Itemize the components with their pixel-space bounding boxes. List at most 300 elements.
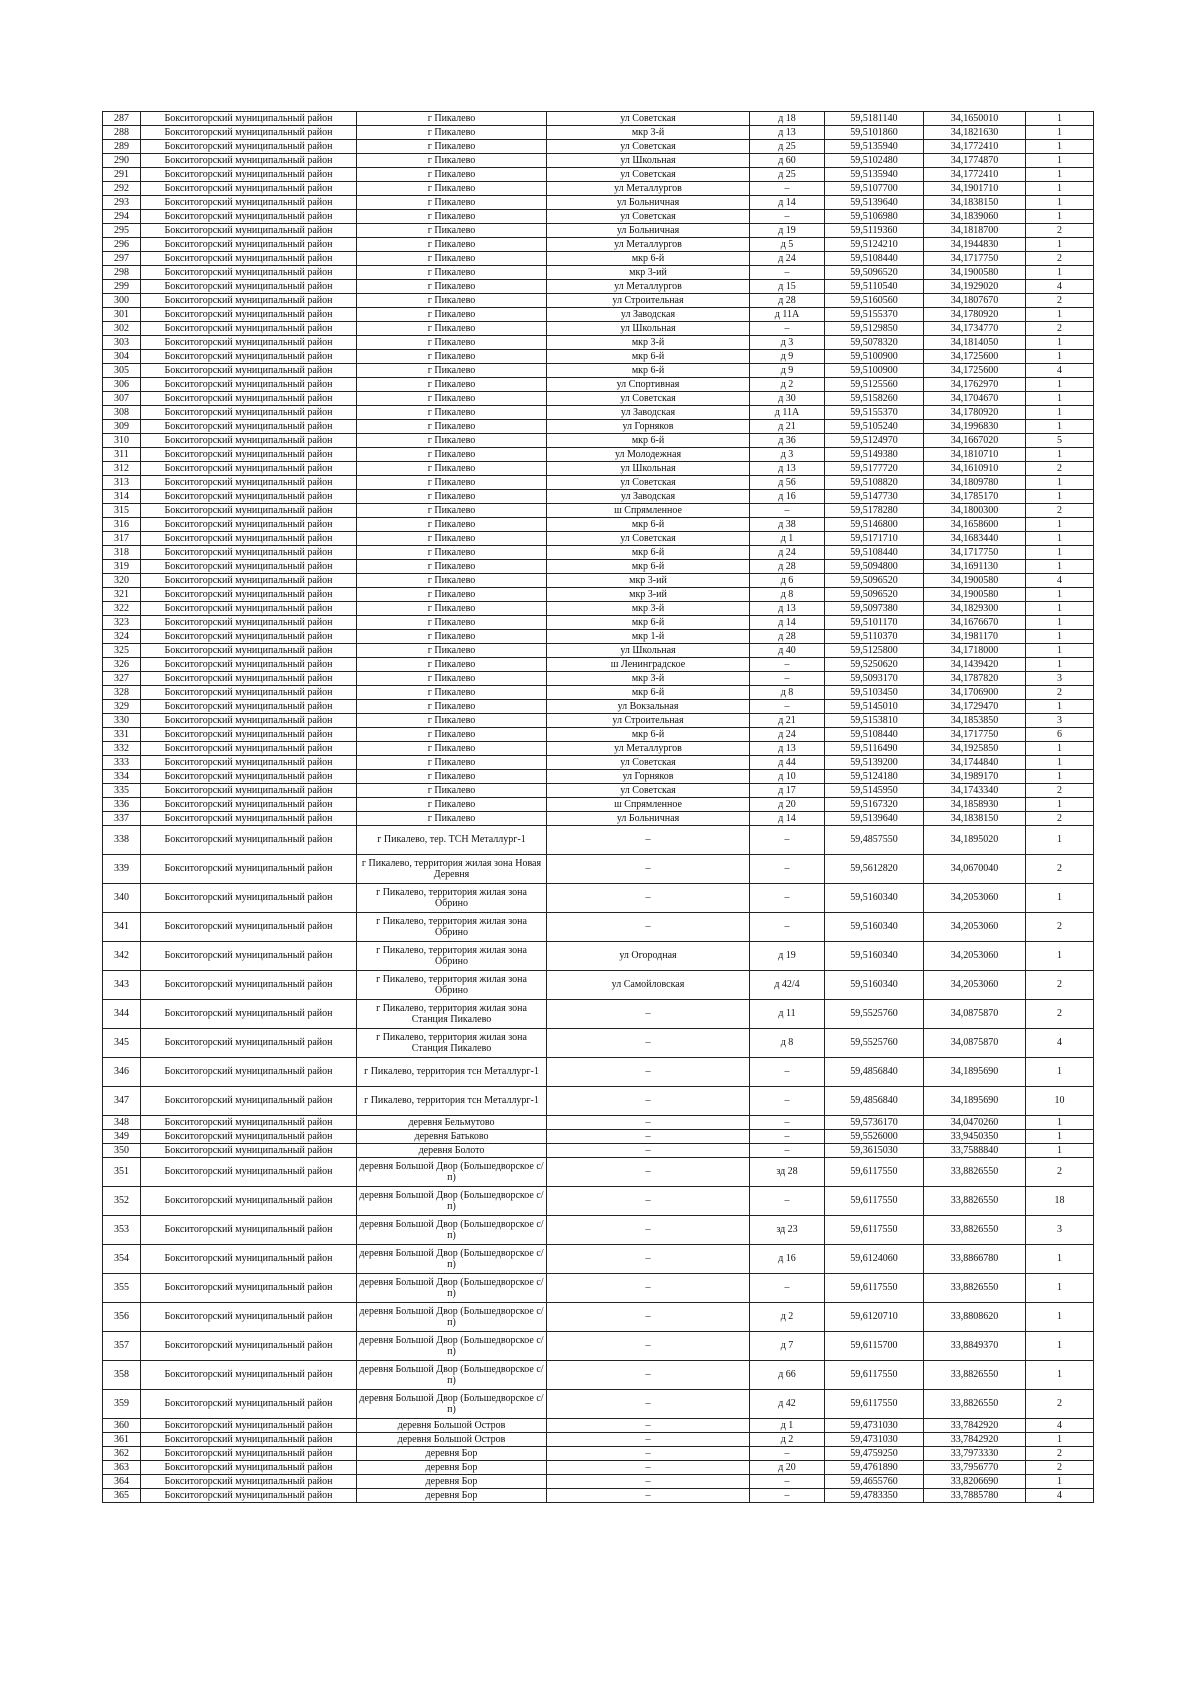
- row-number-cell: 318: [103, 546, 141, 560]
- district-cell: Бокситогорский муниципальный район: [141, 1216, 357, 1245]
- longitude-cell: 34,1996830: [924, 420, 1026, 434]
- street-cell: ш Ленинградское: [547, 658, 750, 672]
- row-number-cell: 349: [103, 1130, 141, 1144]
- table-row: [103, 280, 1094, 294]
- count-cell: 1: [1026, 742, 1094, 756]
- row-number-cell: 288: [103, 126, 141, 140]
- table-row: [103, 1029, 1094, 1058]
- count-cell: 2: [1026, 1000, 1094, 1029]
- district-cell: Бокситогорский муниципальный район: [141, 756, 357, 770]
- district-cell: Бокситогорский муниципальный район: [141, 532, 357, 546]
- table-row: [103, 1332, 1094, 1361]
- street-cell: ул Горняков: [547, 770, 750, 784]
- row-number-cell: 354: [103, 1245, 141, 1274]
- street-cell: мкр 3-ий: [547, 574, 750, 588]
- settlement-cell: г Пикалево: [357, 574, 547, 588]
- count-cell: 3: [1026, 1216, 1094, 1245]
- row-number-cell: 292: [103, 182, 141, 196]
- street-cell: –: [547, 1116, 750, 1130]
- longitude-cell: 34,1439420: [924, 658, 1026, 672]
- district-cell: Бокситогорский муниципальный район: [141, 504, 357, 518]
- district-cell: Бокситогорский муниципальный район: [141, 294, 357, 308]
- latitude-cell: 59,5250620: [825, 658, 924, 672]
- latitude-cell: 59,5124970: [825, 434, 924, 448]
- latitude-cell: 59,5135940: [825, 140, 924, 154]
- row-number-cell: 350: [103, 1144, 141, 1158]
- house-cell: д 2: [750, 1303, 825, 1332]
- longitude-cell: 33,7588840: [924, 1144, 1026, 1158]
- house-cell: д 40: [750, 644, 825, 658]
- house-cell: –: [750, 210, 825, 224]
- table-row: [103, 1245, 1094, 1274]
- latitude-cell: 59,5102480: [825, 154, 924, 168]
- district-cell: Бокситогорский муниципальный район: [141, 1245, 357, 1274]
- row-number-cell: 301: [103, 308, 141, 322]
- latitude-cell: 59,5124180: [825, 770, 924, 784]
- house-cell: д 1: [750, 1419, 825, 1433]
- house-cell: д 24: [750, 252, 825, 266]
- house-cell: –: [750, 855, 825, 884]
- latitude-cell: 59,5153810: [825, 714, 924, 728]
- settlement-cell: г Пикалево: [357, 546, 547, 560]
- table-row: [103, 784, 1094, 798]
- count-cell: 2: [1026, 252, 1094, 266]
- latitude-cell: 59,6120710: [825, 1303, 924, 1332]
- street-cell: –: [547, 913, 750, 942]
- count-cell: 2: [1026, 913, 1094, 942]
- latitude-cell: 59,5096520: [825, 574, 924, 588]
- street-cell: мкр 6-й: [547, 518, 750, 532]
- row-number-cell: 294: [103, 210, 141, 224]
- street-cell: ул Заводская: [547, 490, 750, 504]
- latitude-cell: 59,5124210: [825, 238, 924, 252]
- street-cell: –: [547, 1390, 750, 1419]
- latitude-cell: 59,5160340: [825, 884, 924, 913]
- table-row: [103, 196, 1094, 210]
- count-cell: 1: [1026, 1332, 1094, 1361]
- table-row: [103, 224, 1094, 238]
- count-cell: 1: [1026, 1433, 1094, 1447]
- row-number-cell: 302: [103, 322, 141, 336]
- street-cell: ул Строительная: [547, 714, 750, 728]
- house-cell: д 5: [750, 238, 825, 252]
- settlement-cell: деревня Большой Остров: [357, 1433, 547, 1447]
- latitude-cell: 59,4731030: [825, 1419, 924, 1433]
- house-cell: д 8: [750, 588, 825, 602]
- row-number-cell: 358: [103, 1361, 141, 1390]
- settlement-cell: деревня Бор: [357, 1461, 547, 1475]
- settlement-cell: деревня Большой Двор (Большедворское с/п): [357, 1274, 547, 1303]
- longitude-cell: 33,7956770: [924, 1461, 1026, 1475]
- longitude-cell: 34,1785170: [924, 490, 1026, 504]
- row-number-cell: 357: [103, 1332, 141, 1361]
- row-number-cell: 321: [103, 588, 141, 602]
- longitude-cell: 34,1900580: [924, 588, 1026, 602]
- settlement-cell: г Пикалево: [357, 112, 547, 126]
- table-row: [103, 308, 1094, 322]
- longitude-cell: 34,1667020: [924, 434, 1026, 448]
- settlement-cell: г Пикалево: [357, 308, 547, 322]
- district-cell: Бокситогорский муниципальный район: [141, 1303, 357, 1332]
- house-cell: –: [750, 658, 825, 672]
- settlement-cell: г Пикалево, территория жилая зона Обрино: [357, 942, 547, 971]
- street-cell: –: [547, 1489, 750, 1503]
- settlement-cell: г Пикалево: [357, 266, 547, 280]
- count-cell: 4: [1026, 1029, 1094, 1058]
- longitude-cell: 34,1944830: [924, 238, 1026, 252]
- house-cell: д 24: [750, 546, 825, 560]
- street-cell: ул Школьная: [547, 322, 750, 336]
- latitude-cell: 59,6117550: [825, 1187, 924, 1216]
- latitude-cell: 59,5110370: [825, 630, 924, 644]
- latitude-cell: 59,5155370: [825, 406, 924, 420]
- house-cell: д 14: [750, 812, 825, 826]
- longitude-cell: 33,7885780: [924, 1489, 1026, 1503]
- latitude-cell: 59,5096520: [825, 266, 924, 280]
- district-cell: Бокситогорский муниципальный район: [141, 1144, 357, 1158]
- row-number-cell: 296: [103, 238, 141, 252]
- count-cell: 1: [1026, 1245, 1094, 1274]
- street-cell: –: [547, 1058, 750, 1087]
- table-row: [103, 1390, 1094, 1419]
- row-number-cell: 335: [103, 784, 141, 798]
- row-number-cell: 306: [103, 378, 141, 392]
- settlement-cell: г Пикалево: [357, 476, 547, 490]
- count-cell: 1: [1026, 420, 1094, 434]
- district-cell: Бокситогорский муниципальный район: [141, 798, 357, 812]
- district-cell: Бокситогорский муниципальный район: [141, 182, 357, 196]
- house-cell: д 2: [750, 378, 825, 392]
- street-cell: мкр 3-ий: [547, 266, 750, 280]
- longitude-cell: 34,1807670: [924, 294, 1026, 308]
- row-number-cell: 351: [103, 1158, 141, 1187]
- street-cell: –: [547, 1245, 750, 1274]
- settlement-cell: г Пикалево, территория жилая зона Станция Пикалево: [357, 1000, 547, 1029]
- row-number-cell: 356: [103, 1303, 141, 1332]
- house-cell: д 21: [750, 420, 825, 434]
- house-cell: д 60: [750, 154, 825, 168]
- longitude-cell: 34,1706900: [924, 686, 1026, 700]
- district-cell: Бокситогорский муниципальный район: [141, 406, 357, 420]
- street-cell: ул Советская: [547, 532, 750, 546]
- house-cell: д 13: [750, 462, 825, 476]
- count-cell: 1: [1026, 168, 1094, 182]
- settlement-cell: г Пикалево, тер. ТСН Металлург-1: [357, 826, 547, 855]
- count-cell: 1: [1026, 942, 1094, 971]
- street-cell: –: [547, 1158, 750, 1187]
- row-number-cell: 322: [103, 602, 141, 616]
- row-number-cell: 364: [103, 1475, 141, 1489]
- latitude-cell: 59,5139200: [825, 756, 924, 770]
- row-number-cell: 298: [103, 266, 141, 280]
- street-cell: ул Советская: [547, 210, 750, 224]
- row-number-cell: 290: [103, 154, 141, 168]
- settlement-cell: г Пикалево: [357, 812, 547, 826]
- count-cell: 1: [1026, 884, 1094, 913]
- settlement-cell: г Пикалево: [357, 126, 547, 140]
- count-cell: 1: [1026, 532, 1094, 546]
- latitude-cell: 59,5094800: [825, 560, 924, 574]
- latitude-cell: 59,4655760: [825, 1475, 924, 1489]
- table-row: [103, 602, 1094, 616]
- table-row: [103, 798, 1094, 812]
- table-row: [103, 942, 1094, 971]
- district-cell: Бокситогорский муниципальный район: [141, 588, 357, 602]
- settlement-cell: г Пикалево: [357, 168, 547, 182]
- settlement-cell: г Пикалево: [357, 196, 547, 210]
- district-cell: Бокситогорский муниципальный район: [141, 884, 357, 913]
- row-number-cell: 359: [103, 1390, 141, 1419]
- street-cell: –: [547, 826, 750, 855]
- count-cell: 1: [1026, 1144, 1094, 1158]
- latitude-cell: 59,5096520: [825, 588, 924, 602]
- count-cell: 1: [1026, 126, 1094, 140]
- count-cell: 18: [1026, 1187, 1094, 1216]
- district-cell: Бокситогорский муниципальный район: [141, 942, 357, 971]
- table-row: [103, 364, 1094, 378]
- table-row: [103, 476, 1094, 490]
- table-row: [103, 266, 1094, 280]
- latitude-cell: 59,4856840: [825, 1087, 924, 1116]
- table-row: [103, 672, 1094, 686]
- count-cell: 10: [1026, 1087, 1094, 1116]
- settlement-cell: г Пикалево: [357, 616, 547, 630]
- longitude-cell: 34,1981170: [924, 630, 1026, 644]
- count-cell: 1: [1026, 658, 1094, 672]
- street-cell: ул Больничная: [547, 812, 750, 826]
- street-cell: ул Советская: [547, 392, 750, 406]
- house-cell: –: [750, 672, 825, 686]
- settlement-cell: г Пикалево: [357, 714, 547, 728]
- settlement-cell: г Пикалево: [357, 448, 547, 462]
- latitude-cell: 59,5171710: [825, 532, 924, 546]
- row-number-cell: 326: [103, 658, 141, 672]
- settlement-cell: г Пикалево: [357, 252, 547, 266]
- district-cell: Бокситогорский муниципальный район: [141, 855, 357, 884]
- count-cell: 1: [1026, 1058, 1094, 1087]
- settlement-cell: г Пикалево: [357, 700, 547, 714]
- latitude-cell: 59,5145010: [825, 700, 924, 714]
- row-number-cell: 336: [103, 798, 141, 812]
- data-table: [102, 111, 1094, 1503]
- district-cell: Бокситогорский муниципальный район: [141, 616, 357, 630]
- district-cell: Бокситогорский муниципальный район: [141, 1433, 357, 1447]
- table-row: [103, 971, 1094, 1000]
- street-cell: ул Заводская: [547, 406, 750, 420]
- settlement-cell: г Пикалево: [357, 280, 547, 294]
- count-cell: 1: [1026, 336, 1094, 350]
- longitude-cell: 33,8849370: [924, 1332, 1026, 1361]
- district-cell: Бокситогорский муниципальный район: [141, 728, 357, 742]
- street-cell: ул Больничная: [547, 224, 750, 238]
- district-cell: Бокситогорский муниципальный район: [141, 112, 357, 126]
- latitude-cell: 59,5078320: [825, 336, 924, 350]
- longitude-cell: 33,7842920: [924, 1433, 1026, 1447]
- table-body: [103, 112, 1094, 1503]
- longitude-cell: 34,1744840: [924, 756, 1026, 770]
- row-number-cell: 331: [103, 728, 141, 742]
- district-cell: Бокситогорский муниципальный район: [141, 602, 357, 616]
- settlement-cell: г Пикалево: [357, 364, 547, 378]
- district-cell: Бокситогорский муниципальный район: [141, 913, 357, 942]
- table-row: [103, 588, 1094, 602]
- house-cell: д 21: [750, 714, 825, 728]
- district-cell: Бокситогорский муниципальный район: [141, 672, 357, 686]
- longitude-cell: 34,1704670: [924, 392, 1026, 406]
- count-cell: 1: [1026, 210, 1094, 224]
- longitude-cell: 34,2053060: [924, 884, 1026, 913]
- district-cell: Бокситогорский муниципальный район: [141, 574, 357, 588]
- longitude-cell: 33,8826550: [924, 1390, 1026, 1419]
- row-number-cell: 312: [103, 462, 141, 476]
- street-cell: ул Спортивная: [547, 378, 750, 392]
- longitude-cell: 34,1725600: [924, 350, 1026, 364]
- longitude-cell: 34,1787820: [924, 672, 1026, 686]
- count-cell: 1: [1026, 182, 1094, 196]
- street-cell: –: [547, 1144, 750, 1158]
- row-number-cell: 332: [103, 742, 141, 756]
- settlement-cell: г Пикалево: [357, 672, 547, 686]
- district-cell: Бокситогорский муниципальный район: [141, 154, 357, 168]
- house-cell: –: [750, 700, 825, 714]
- street-cell: –: [547, 1433, 750, 1447]
- table-row: [103, 1158, 1094, 1187]
- house-cell: –: [750, 1187, 825, 1216]
- longitude-cell: 34,2053060: [924, 913, 1026, 942]
- street-cell: ул Заводская: [547, 308, 750, 322]
- row-number-cell: 361: [103, 1433, 141, 1447]
- count-cell: 1: [1026, 266, 1094, 280]
- settlement-cell: деревня Большой Двор (Большедворское с/п): [357, 1303, 547, 1332]
- street-cell: мкр 6-й: [547, 434, 750, 448]
- house-cell: д 16: [750, 1245, 825, 1274]
- count-cell: 1: [1026, 560, 1094, 574]
- table-row: [103, 884, 1094, 913]
- house-cell: д 7: [750, 1332, 825, 1361]
- street-cell: мкр 1-й: [547, 630, 750, 644]
- district-cell: Бокситогорский муниципальный район: [141, 350, 357, 364]
- table-row: [103, 252, 1094, 266]
- count-cell: 1: [1026, 238, 1094, 252]
- district-cell: Бокситогорский муниципальный район: [141, 392, 357, 406]
- district-cell: Бокситогорский муниципальный район: [141, 1058, 357, 1087]
- house-cell: д 9: [750, 350, 825, 364]
- latitude-cell: 59,5107700: [825, 182, 924, 196]
- street-cell: ул Металлургов: [547, 280, 750, 294]
- district-cell: Бокситогорский муниципальный район: [141, 1361, 357, 1390]
- latitude-cell: 59,5108440: [825, 252, 924, 266]
- row-number-cell: 352: [103, 1187, 141, 1216]
- row-number-cell: 320: [103, 574, 141, 588]
- street-cell: ул Советская: [547, 756, 750, 770]
- latitude-cell: 59,5100900: [825, 364, 924, 378]
- house-cell: д 28: [750, 630, 825, 644]
- row-number-cell: 347: [103, 1087, 141, 1116]
- house-cell: д 10: [750, 770, 825, 784]
- count-cell: 1: [1026, 308, 1094, 322]
- house-cell: д 66: [750, 1361, 825, 1390]
- house-cell: зд 28: [750, 1158, 825, 1187]
- house-cell: –: [750, 182, 825, 196]
- district-cell: Бокситогорский муниципальный район: [141, 1116, 357, 1130]
- row-number-cell: 338: [103, 826, 141, 855]
- district-cell: Бокситогорский муниципальный район: [141, 644, 357, 658]
- row-number-cell: 325: [103, 644, 141, 658]
- settlement-cell: г Пикалево: [357, 350, 547, 364]
- street-cell: –: [547, 1087, 750, 1116]
- table-row: [103, 546, 1094, 560]
- table-row: [103, 238, 1094, 252]
- longitude-cell: 34,1814050: [924, 336, 1026, 350]
- house-cell: –: [750, 1447, 825, 1461]
- district-cell: Бокситогорский муниципальный район: [141, 1390, 357, 1419]
- table-row: [103, 855, 1094, 884]
- house-cell: д 17: [750, 784, 825, 798]
- latitude-cell: 59,5103450: [825, 686, 924, 700]
- longitude-cell: 34,1800300: [924, 504, 1026, 518]
- longitude-cell: 33,8826550: [924, 1187, 1026, 1216]
- settlement-cell: г Пикалево: [357, 154, 547, 168]
- district-cell: Бокситогорский муниципальный район: [141, 658, 357, 672]
- row-number-cell: 339: [103, 855, 141, 884]
- settlement-cell: г Пикалево: [357, 140, 547, 154]
- street-cell: –: [547, 1361, 750, 1390]
- latitude-cell: 59,6117550: [825, 1361, 924, 1390]
- house-cell: д 38: [750, 518, 825, 532]
- row-number-cell: 315: [103, 504, 141, 518]
- settlement-cell: деревня Большой Двор (Большедворское с/п): [357, 1216, 547, 1245]
- settlement-cell: г Пикалево: [357, 644, 547, 658]
- table-row: [103, 658, 1094, 672]
- street-cell: ул Больничная: [547, 196, 750, 210]
- table-row: [103, 714, 1094, 728]
- street-cell: ш Спрямленное: [547, 798, 750, 812]
- settlement-cell: г Пикалево: [357, 588, 547, 602]
- table-row: [103, 210, 1094, 224]
- district-cell: Бокситогорский муниципальный район: [141, 490, 357, 504]
- longitude-cell: 34,1900580: [924, 266, 1026, 280]
- count-cell: 1: [1026, 490, 1094, 504]
- house-cell: д 24: [750, 728, 825, 742]
- street-cell: –: [547, 1029, 750, 1058]
- count-cell: 6: [1026, 728, 1094, 742]
- settlement-cell: г Пикалево: [357, 420, 547, 434]
- table-row: [103, 1303, 1094, 1332]
- settlement-cell: г Пикалево: [357, 504, 547, 518]
- longitude-cell: 33,8826550: [924, 1361, 1026, 1390]
- table-row: [103, 1447, 1094, 1461]
- house-cell: д 1: [750, 532, 825, 546]
- count-cell: 1: [1026, 1361, 1094, 1390]
- count-cell: 2: [1026, 322, 1094, 336]
- district-cell: Бокситогорский муниципальный район: [141, 238, 357, 252]
- longitude-cell: 34,1650010: [924, 112, 1026, 126]
- longitude-cell: 34,1925850: [924, 742, 1026, 756]
- table-row: [103, 126, 1094, 140]
- longitude-cell: 34,1858930: [924, 798, 1026, 812]
- latitude-cell: 59,4731030: [825, 1433, 924, 1447]
- house-cell: д 20: [750, 1461, 825, 1475]
- row-number-cell: 340: [103, 884, 141, 913]
- district-cell: Бокситогорский муниципальный район: [141, 322, 357, 336]
- street-cell: мкр 3-й: [547, 126, 750, 140]
- longitude-cell: 34,1725600: [924, 364, 1026, 378]
- settlement-cell: г Пикалево: [357, 532, 547, 546]
- house-cell: д 11А: [750, 406, 825, 420]
- longitude-cell: 33,8826550: [924, 1274, 1026, 1303]
- street-cell: мкр 6-й: [547, 616, 750, 630]
- longitude-cell: 33,8826550: [924, 1216, 1026, 1245]
